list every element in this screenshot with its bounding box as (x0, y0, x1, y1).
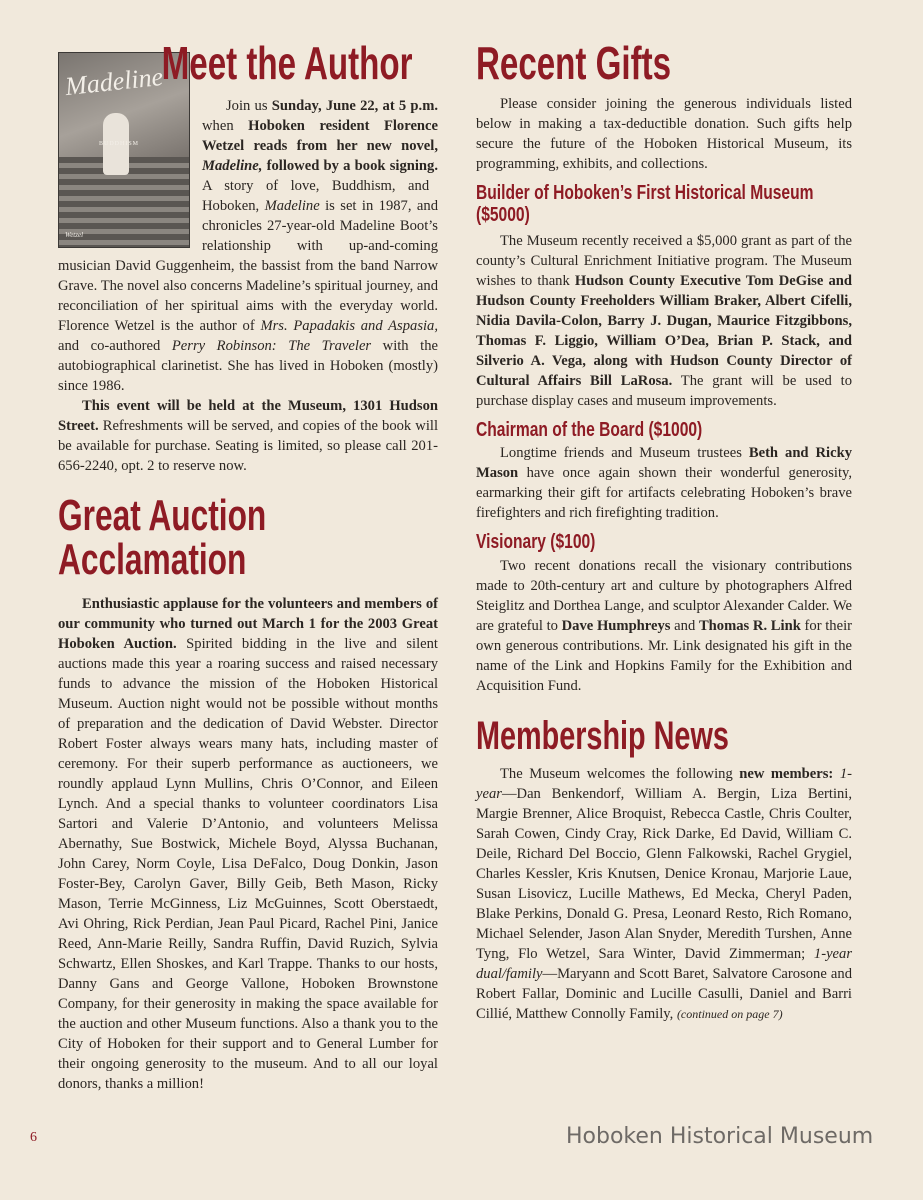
right-column (476, 36, 852, 1024)
book-cover-author: Wetzel (65, 231, 84, 239)
event-details-paragraph: This event will be held at the Museum, 1301 Hudson Street. Refreshments will be served, and copies of the book will be available for purchase. Seating is limited, so please call 201-656-2240, opt. 2 to reserve now. (58, 398, 438, 474)
gifts-intro-paragraph: Please consider joining the generous individuals listed below in making a tax-deductible donation. Such gifts help secure the future of the Hoboken Historical Museum, its programming, exhibits, and collections. (476, 96, 852, 172)
membership-news-heading: Membership News (476, 713, 729, 758)
continued-note: (continued on page 7) (676, 1006, 783, 1021)
great-auction-heading: Great Auction Acclamation (58, 491, 267, 584)
great-auction-section (58, 491, 438, 1094)
builder-heading: Builder of Hoboken’s First Historical Museum ($5000) (476, 182, 814, 227)
recent-gifts-section (476, 37, 853, 696)
meet-the-author-section (58, 37, 439, 476)
meet-the-author-heading: Meet the Author (161, 37, 413, 89)
chairman-paragraph: Longtime friends and Museum trustees Beth and Ricky Mason have once again shown their wonderful generosity, earmarking their gift for artifacts celebrating Hoboken’s brave firefighters and rich firefighting tradition. (476, 445, 853, 522)
membership-paragraph: The Museum welcomes the following new members: 1-year—Dan Benkendorf, William A. Bergin, Liza Bertini, Margie Brenner, Alice Broquist, Rebecca Castle, Chris Coulter, Sarah Cowen, Cindy Cray, Rick Darke, Ed David, William C. Deile, Richard Del Boccio, Glenn Falkowski, Rachel Grygiel, Charles Kessler, Kris Knutsen, Denice Kronau, Marjorie Laue, Susan Lisovicz, Lucille Mathews, Ed Mecka, Cheryl Paden, Blake Perkins, Donald G. Presa, Leonard Resto, Rich Romano, Michael Selender, Jason Alan Snyder, Meredith Turshen, Anne Tyng, Flo Wetzel, Sara Winter, David Zimmerman; 1-year dual/family—Maryann and Scott Baret, Salvatore Carosone and Robert Fallar, Dominic and Lucille Casulli, Daniel and Barri Cillié, Matthew Connolly Family, (continued on page 7) (476, 765, 852, 1022)
auction-paragraph: Enthusiastic applause for the volunteers and members of our community who turned out March 1 for the 2003 Great Hoboken Auction. Spirited bidding in the live and silent auctions made this year a roaring success and raised necessary funds to advance the mission of the Hoboken Historical Museum. Auction night would not be possible without months of preparation and the dedication of David Webster. Director Robert Foster always wears many hats, including master of ceremony. For their superb performance as auctioneers, we roundly applaud Lynn Mullins, Chris O’Connor, and Eileen Lynch. And a special thanks to volunteer coordinators Lisa Sartori and Valerie D’Antonio, and volunteers Melissa Abernathy, Sue Bostwick, Michele Boyd, Alyssa Buchanan, John Carey, Norm Coyle, Lisa DeFalco, Doug Donkin, Jason Foster-Bey, Carolyn Gaver, Billy Geib, Beth Mason, Ricky Mason, Terrie McGinness, Liz McGuinnes, Scott Oberstaedt, Avi Ohring, Rick Perdian, Jean Paul Picard, Rachel Pini, Janice Reed, Ann-Marie Reilly, Sandra Ruffin, David Ruzich, Sylvia Schwartz, Ellen Shoskes, and Karl Trappe. Thanks to our hosts, Danny Gans and George Vallone, Hoboken Brownstone Company, for their generosity in making the space available for the auction and other Museum functions. Also a thank you to the City of Hoboken for their support and to General Lumber for their ongoing generosity to the museum. And to all our loyal donors, thanks a million! (58, 596, 438, 1092)
left-column (58, 36, 438, 1094)
book-cover-subtitle: BUDDHISM (99, 141, 140, 147)
book-cover-title: Madeline (63, 61, 165, 102)
builder-paragraph: The Museum recently received a $5,000 grant as part of the county’s Cultural Enrichment Initiative program. The Museum wishes to thank Hudson County Executive Tom DeGise and Hudson County Freeholders William Braker, Albert Cifelli, Nidia Davila-Colon, Barry J. Dugan, Maurice Fitzgibbons, Thomas F. Liggio, William O’Dea, Brian P. Stack, and Silverio A. Vega, along with Hudson County Director of Cultural Affairs Bill LaRosa. The grant will be used to purchase display cases and museum improvements. (476, 232, 852, 409)
membership-news-section (476, 713, 852, 1024)
chairman-heading: Chairman of the Board ($1000) (476, 418, 703, 441)
visionary-heading: Visionary ($100) (476, 531, 596, 554)
watermark-text: Hoboken Historical Museum (566, 1124, 874, 1149)
page-number: 6 (30, 1130, 37, 1145)
meet-author-paragraph: Join us Sunday, June 22, at 5 p.m. when Hoboken resident Florence Wetzel reads from her new novel, Madeline, followed by a book signing. A story of love, Buddhism, and Hoboken, Madeline is set in 1987, and chronicles 27-year-old Madeline Boot’s relationship with up-and-coming musician David Guggenheim, the bassist from the band Narrow Grave. The novel also concerns Madeline’s spiritual journey, and reconciliation of her spiritual aims with the everyday world. Florence Wetzel is the author of Mrs. Papadakis and Aspasia, and co-authored Perry Robinson: The Traveler with the autobiographical clarinetist. She has lived in Hoboken (mostly) since 1986. (58, 98, 439, 394)
recent-gifts-heading: Recent Gifts (476, 37, 672, 89)
visionary-paragraph: Two recent donations recall the visionary contributions made to 20th-century art and culture by photographers Alfred Steiglitz and Dorthea Lange, and sculptor Alexander Calder. We are grateful to Dave Humphreys and Thomas R. Link for their own generous contributions. Mr. Link designated his gift in the name of the Link and Hopkins Family for the Exhibition and Acquisition Fund. (476, 557, 852, 694)
